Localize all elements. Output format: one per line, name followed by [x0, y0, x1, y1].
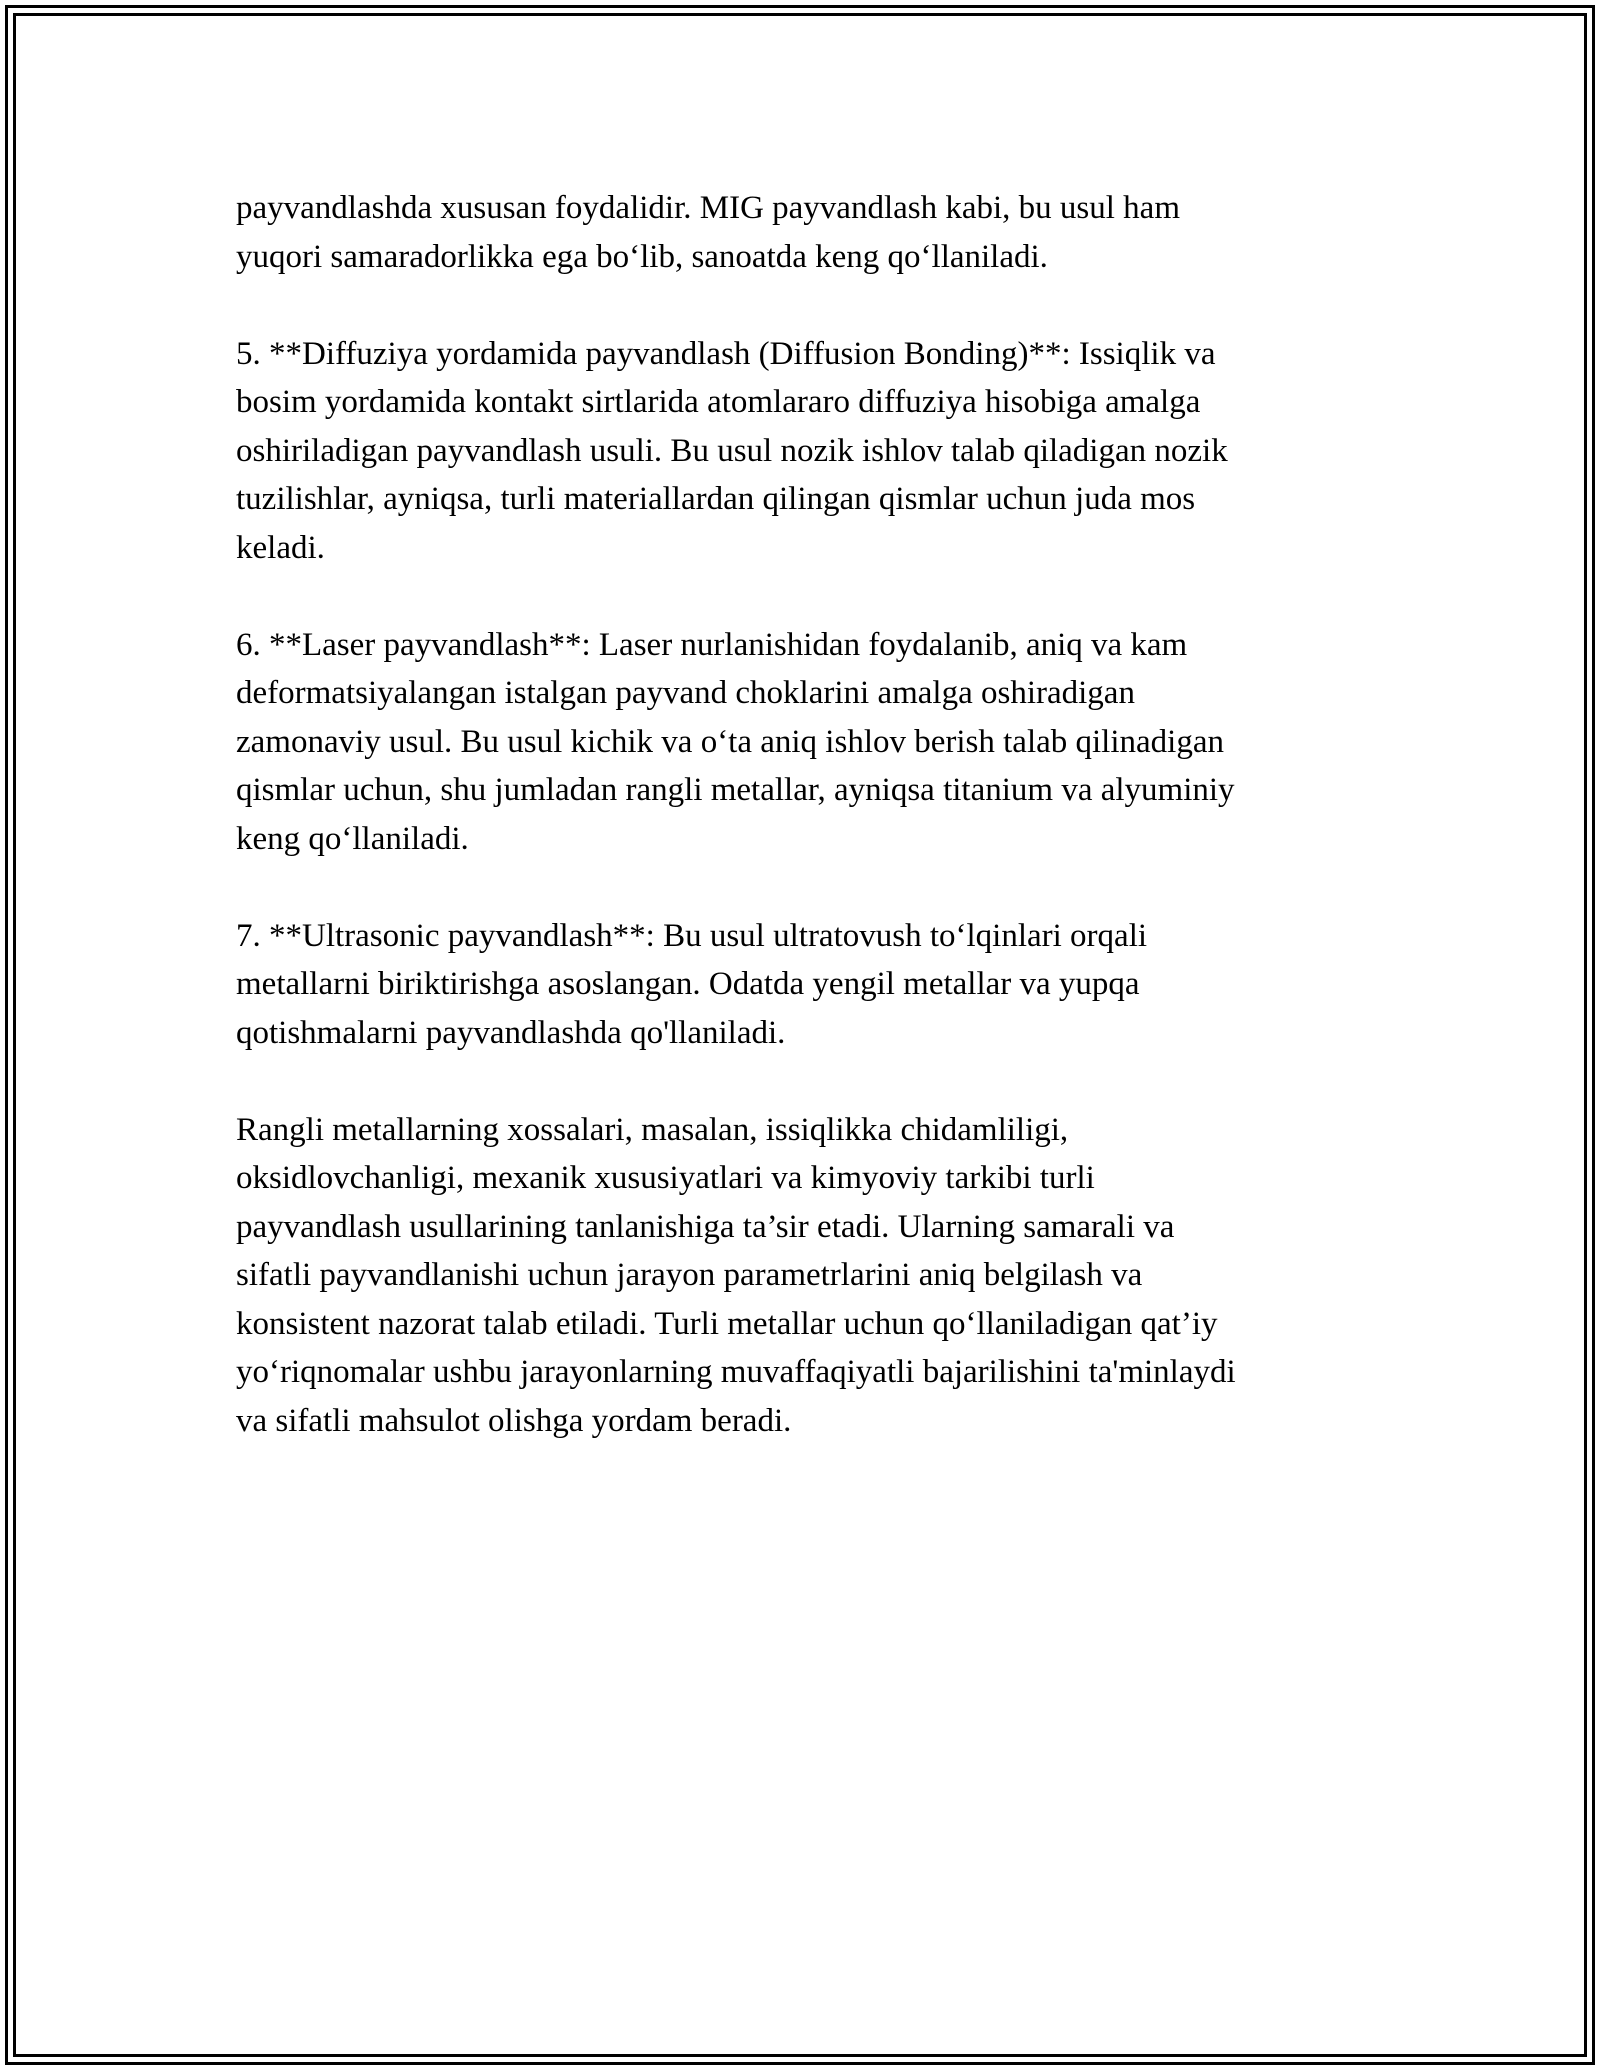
document-body [236, 184, 1366, 1494]
paragraph-laser-welding: 6. **Laser payvandlash**: Laser nurlanishidan foydalanib, aniq va kam deformatsiyalangan istalgan payvand choklarini amalga oshiradigan zamonaviy usul. Bu usul kichik va o‘ta aniq ishlov berish talab qilinadigan qismlar uchun, shu jumladan rangli metallar, ayniqsa titanium va alyuminiy keng qo‘llaniladi. [236, 626, 1235, 857]
paragraph-ultrasonic-welding: 7. **Ultrasonic payvandlash**: Bu usul ultratovush to‘lqinlari orqali metallarni biriktirishga asoslangan. Odatda yengil metallar va yupqa qotishmalarni payvandlashda qo'llaniladi. [236, 917, 1148, 1051]
paragraph-intro-continuation: payvandlashda xususan foydalidir. MIG payvandlash kabi, bu usul ham yuqori samaradorlikka ega bo‘lib, sanoatda keng qo‘llaniladi. [236, 190, 1180, 275]
paragraph-conclusion: Rangli metallarning xossalari, masalan, issiqlikka chidamliligi, oksidlovchanligi, mexanik xususiyatlari va kimyoviy tarkibi turli payvandlash usullarining tanlanishiga ta’sir etadi. Ularning samarali va sifatli payvandlanishi uchun jarayon parametrlarini aniq belgilash va konsistent nazorat talab etiladi. Turli metallar uchun qo‘llaniladigan qat’iy yo‘riqnomalar ushbu jarayonlarning muvaffaqiyatli bajarilishini ta'minlaydi va sifatli mahsulot olishga yordam beradi. [236, 1111, 1236, 1439]
paragraph-diffusion-bonding: 5. **Diffuziya yordamida payvandlash (Diffusion Bonding)**: Issiqlik va bosim yordamida kontakt sirtlarida atomlararo diffuziya hisobiga amalga oshiriladigan payvandlash usuli. Bu usul nozik ishlov talab qiladigan nozik tuzilishlar, ayniqsa, turli materiallardan qilingan qismlar uchun juda mos keladi. [236, 335, 1228, 566]
